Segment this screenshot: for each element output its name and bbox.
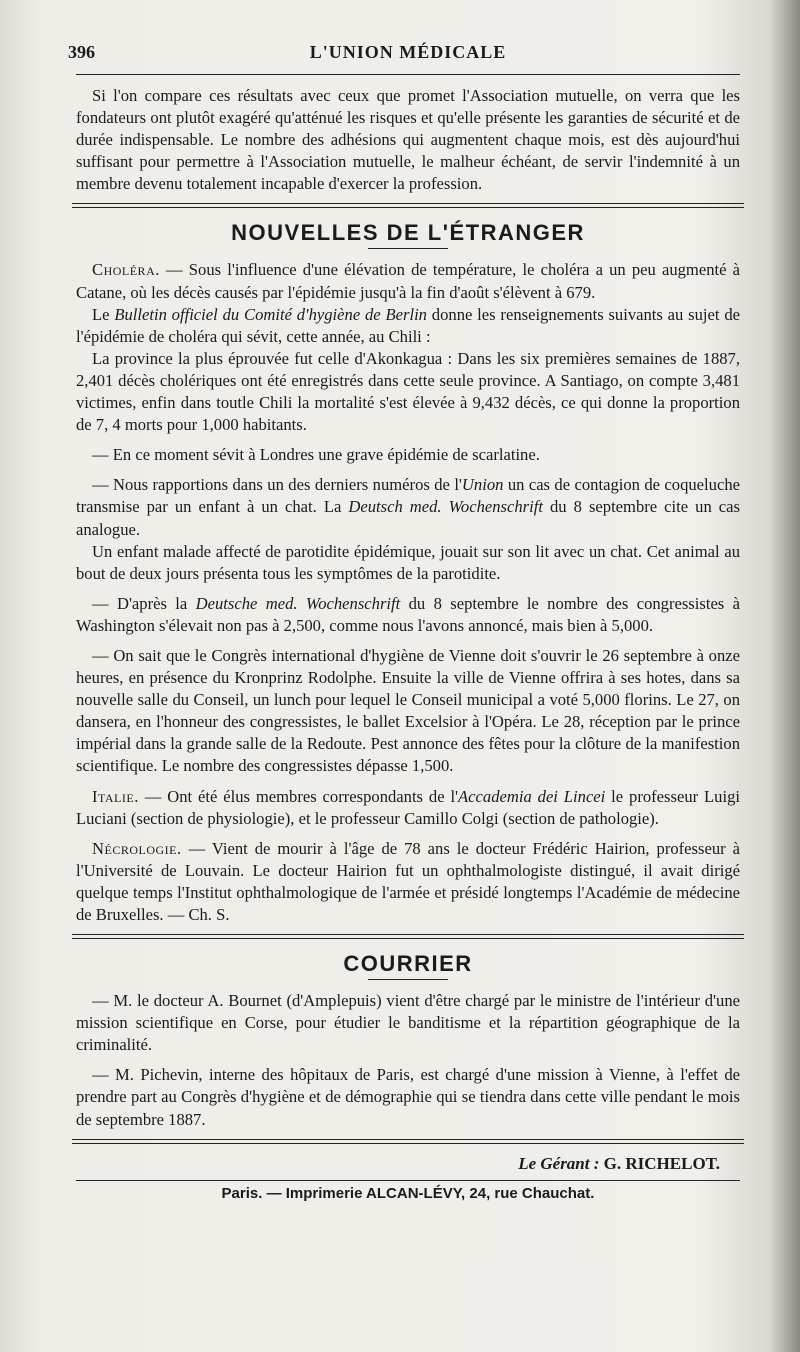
italy-pre: — Ont été élus membres correspondants de l' bbox=[138, 786, 459, 806]
chili-paragraph: La province la plus éprouvée fut celle d'Akonkagua : Dans les six premières semaines de 1887, 2,401 décès cholériques ont été enregistrés dans cette seule province. A Santiago, on compte 3,481 victimes, enfin dans toutle Chili la mortalité s'est élevée à 9,432 décès, ce qui donne la proportion de 7, 4 morts pour 1,000 habitants. bbox=[76, 348, 740, 435]
intro-paragraph: Si l'on compare ces résultats avec ceux que promet l'Association mutuelle, on verra que les fondateurs ont plutôt exagéré qu'atténué les risques et qu'elle présente les garanties de sécurité et de durée indispensable. Le nombre des adhésions qui augmentent chaque mois, est dès aujourd'hui suffisant pour permettre à l'Association mutuelle, le malheur échéant, de servir l'indemnité à un membre devenu totalement incapable d'exercer la profession. bbox=[76, 86, 740, 194]
berlin-paragraph bbox=[76, 304, 740, 348]
pertussis-pre: — Nous rapportions dans un des derniers numéros de l' bbox=[92, 475, 462, 495]
washington-post: du 8 septembre le nombre des congressistes à Washington s'élevait non pas à 2,500, comme nous l'avons annoncé, mais bien à 5,000. bbox=[76, 593, 740, 635]
gerant-name: G. RICHELOT. bbox=[599, 1153, 720, 1173]
berlin-bulletin-title: Bulletin officiel du Comité d'hygiène de Berlin bbox=[114, 304, 427, 324]
pertussis-mid: un cas de contagion de coqueluche transmise par un enfant à un chat. La bbox=[76, 475, 740, 517]
italy-label: Italie. bbox=[92, 786, 139, 806]
union-journal-title: Union bbox=[461, 475, 504, 495]
running-title: L'UNION MÉDICALE bbox=[309, 42, 507, 62]
necrology-label: Nécrologie. bbox=[92, 838, 182, 858]
page-header bbox=[68, 36, 740, 70]
section-title-courrier: COURRIER bbox=[343, 951, 473, 977]
washington-paragraph bbox=[76, 593, 740, 637]
cholera-paragraph bbox=[76, 259, 740, 303]
page-number: 396 bbox=[68, 42, 95, 62]
title-underline bbox=[368, 979, 448, 980]
necrology-paragraph bbox=[76, 838, 740, 926]
section-title-foreign: NOUVELLES DE L'ÉTRANGER bbox=[231, 220, 585, 246]
pertussis-post: du 8 septembre cite un cas analogue. bbox=[76, 497, 740, 539]
washington-pre: — D'après la bbox=[92, 593, 196, 613]
deutsch-journal-title: Deutsch med. Wochenschrift bbox=[348, 497, 543, 517]
gerant-signature bbox=[76, 1154, 720, 1174]
pertussis-paragraph bbox=[76, 474, 740, 540]
washington-journal-title: Deutsche med. Wochenschrift bbox=[195, 593, 401, 613]
academy-name: Accademia dei Lincei bbox=[458, 786, 606, 806]
title-underline bbox=[368, 248, 448, 249]
gerant-label: Le Gérant : bbox=[518, 1153, 600, 1173]
berlin-pre: Le bbox=[92, 304, 115, 324]
italy-post: le professeur Luigi Luciani (section de physiologie), et le professeur Camillo Colgi (section de pathologie). bbox=[76, 786, 740, 828]
imprint-rule bbox=[76, 1180, 740, 1181]
bournet-paragraph: — M. le docteur A. Bournet (d'Amplepuis) vient d'être chargé par le ministre de l'intérieur d'une mission scientifique en Corse, pour étudier le banditisme et la répartition géographique de la criminalité. bbox=[76, 991, 740, 1055]
header-rule bbox=[76, 74, 740, 75]
berlin-post: donne les renseignements suivants au sujet de l'épidémie de choléra qui sévit, cette année, au Chili : bbox=[76, 304, 740, 346]
italy-paragraph bbox=[76, 786, 740, 830]
cholera-text: — Sous l'influence d'une élévation de température, le choléra a un peu augmenté à Catane, où les décès causés par l'épidémie jusqu'à la fin d'août s'élèvent à 679. bbox=[76, 260, 740, 302]
footer-divider bbox=[72, 1139, 744, 1144]
vienna-paragraph: — On sait que le Congrès international d'hygiène de Vienne doit s'ouvrir le 26 septembre à onze heures, en présence du Kronprinz Rodolphe. Ensuite la ville de Vienne offrira à ses hotes, dans sa nouvelle salle du Conseil, un lunch pour lequel le Conseil municipal a voté 5,000 florins. Le 27, on dansera, en l'honneur des congressistes, le ballet Excelsior à l'Opéra. Le 28, réception par le prince impérial dans la grande salle de la Redoute. Pest annonce des fêtes pour la clôture de la manifestion scientifique. Le nombre des congressistes dépasse 1,500. bbox=[76, 645, 740, 776]
printer-imprint: Paris. — Imprimerie ALCAN-LÉVY, 24, rue Chauchat. bbox=[221, 1184, 595, 1202]
section-divider bbox=[72, 203, 744, 208]
page-content bbox=[68, 36, 740, 1202]
pichevin-paragraph: — M. Pichevin, interne des hôpitaux de Paris, est chargé d'une mission à Vienne, à l'effet de prendre part au Congrès d'hygiène et de démographie qui se tiendra dans cette ville pendant le mois de septembre 1887. bbox=[76, 1065, 740, 1129]
parotid-paragraph: Un enfant malade affecté de parotidite épidémique, jouait sur son lit avec un chat. Cet animal au bout de deux jours présenta tous les symptômes de la parotidite. bbox=[76, 541, 740, 583]
section-divider bbox=[72, 934, 744, 939]
necrology-text: — Vient de mourir à l'âge de 78 ans le docteur Frédéric Hairion, professeur à l'Université de Louvain. Le docteur Hairion fut un ophthalmologiste distingué, il avait dirigé quelque temps l'Institut ophthalmologique de l'armée et présidé longtemps l'Académie de médecine de Bruxelles. — Ch. S. bbox=[76, 838, 740, 924]
cholera-label: Choléra. bbox=[92, 260, 160, 280]
london-paragraph: — En ce moment sévit à Londres une grave épidémie de scarlatine. bbox=[92, 445, 540, 465]
